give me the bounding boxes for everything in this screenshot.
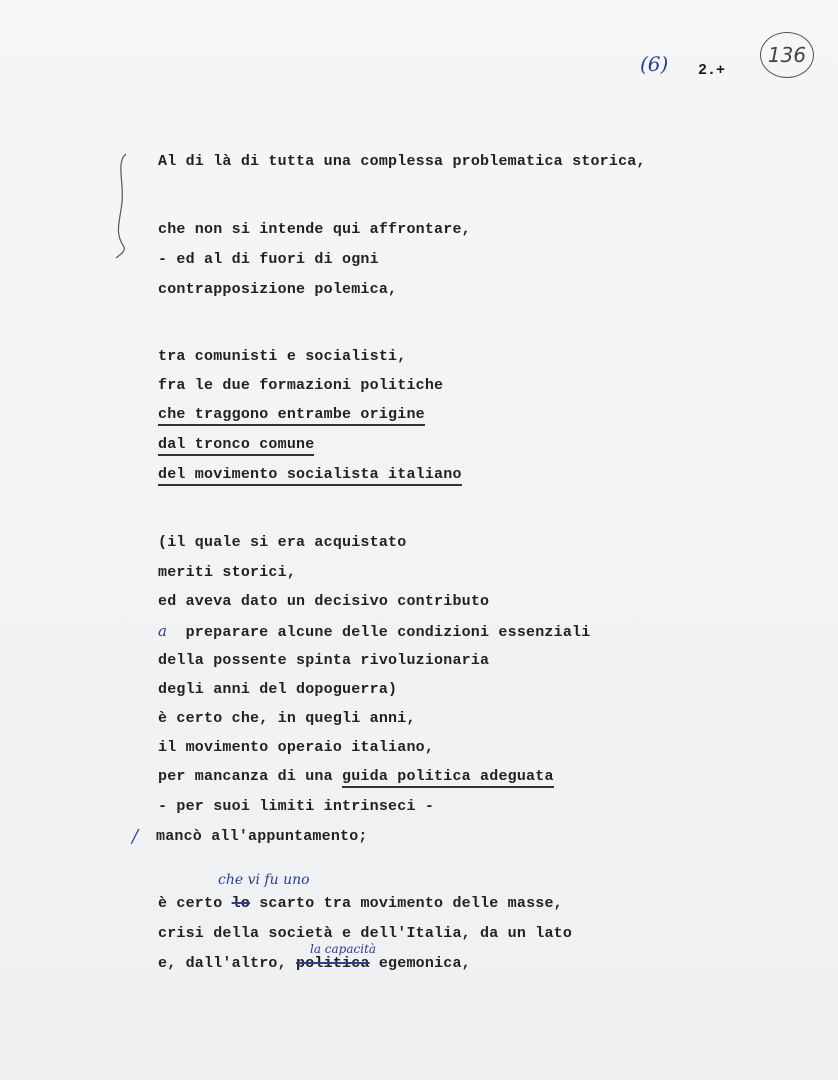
text-line-20: mancò all'appuntamento;	[156, 828, 368, 845]
handwritten-insertion-2: la capacità	[310, 942, 377, 956]
struck-word: politica	[296, 955, 370, 972]
text-line-6: fra le due formazioni politiche	[158, 377, 444, 394]
text-line-16: è certo che, in quegli anni,	[158, 710, 416, 727]
text-line-21-part-2: scarto tra movimento delle masse,	[250, 895, 563, 912]
circled-section-number: (6)	[640, 52, 669, 76]
text-line-13-body: preparare alcune delle condizioni essenziali	[185, 624, 591, 641]
text-line-4: contrapposizione polemica,	[158, 281, 398, 298]
text-line-14: della possente spinta rivoluzionaria	[158, 652, 490, 669]
text-line-12: ed aveva dato un decisivo contributo	[158, 593, 490, 610]
text-line-2: che non si intende qui affrontare,	[158, 221, 471, 238]
margin-bracket-mark	[112, 152, 132, 262]
text-line-10: (il quale si era acquistato	[158, 534, 407, 551]
text-line-17: il movimento operaio italiano,	[158, 739, 435, 756]
text-line-13	[158, 622, 590, 642]
handwritten-insertion-1: che vi fu uno	[218, 872, 310, 888]
text-line-21	[158, 895, 563, 913]
text-line-7	[158, 406, 425, 424]
text-line-11: meriti storici,	[158, 564, 297, 581]
text-line-8	[158, 436, 314, 454]
text-line-23-part-1: e, dall'altro,	[158, 955, 297, 972]
underlined-text: dal tronco comune	[158, 436, 314, 456]
underlined-text: che traggono entrambe origine	[158, 406, 425, 426]
text-line-3: - ed al di fuori di ogni	[158, 251, 379, 268]
margin-tick-mark: /	[132, 826, 139, 847]
folio-stamp: 136	[760, 32, 814, 78]
text-line-18	[158, 768, 554, 786]
text-line-9	[158, 466, 462, 484]
struck-word: lo	[231, 895, 251, 912]
underlined-text: guida politica adeguata	[342, 768, 554, 788]
text-line-23-part-2: egemonica,	[369, 955, 471, 972]
handwritten-prefix: a	[158, 622, 168, 640]
text-line-21-part-1: è certo	[158, 895, 232, 912]
text-line-19: - per suoi limiti intrinseci -	[158, 798, 435, 815]
text-line-23	[158, 955, 471, 973]
underlined-text: del movimento socialista italiano	[158, 466, 462, 486]
text-line-5: tra comunisti e socialisti,	[158, 348, 407, 365]
text-line-1: Al di là di tutta una complessa problematica storica,	[158, 153, 646, 170]
page-number: 2.+	[698, 62, 726, 79]
text-line-18-part-1: per mancanza di una	[158, 768, 343, 785]
text-line-15: degli anni del dopoguerra)	[158, 681, 398, 698]
text-line-22: crisi della società e dell'Italia, da un lato	[158, 925, 573, 942]
